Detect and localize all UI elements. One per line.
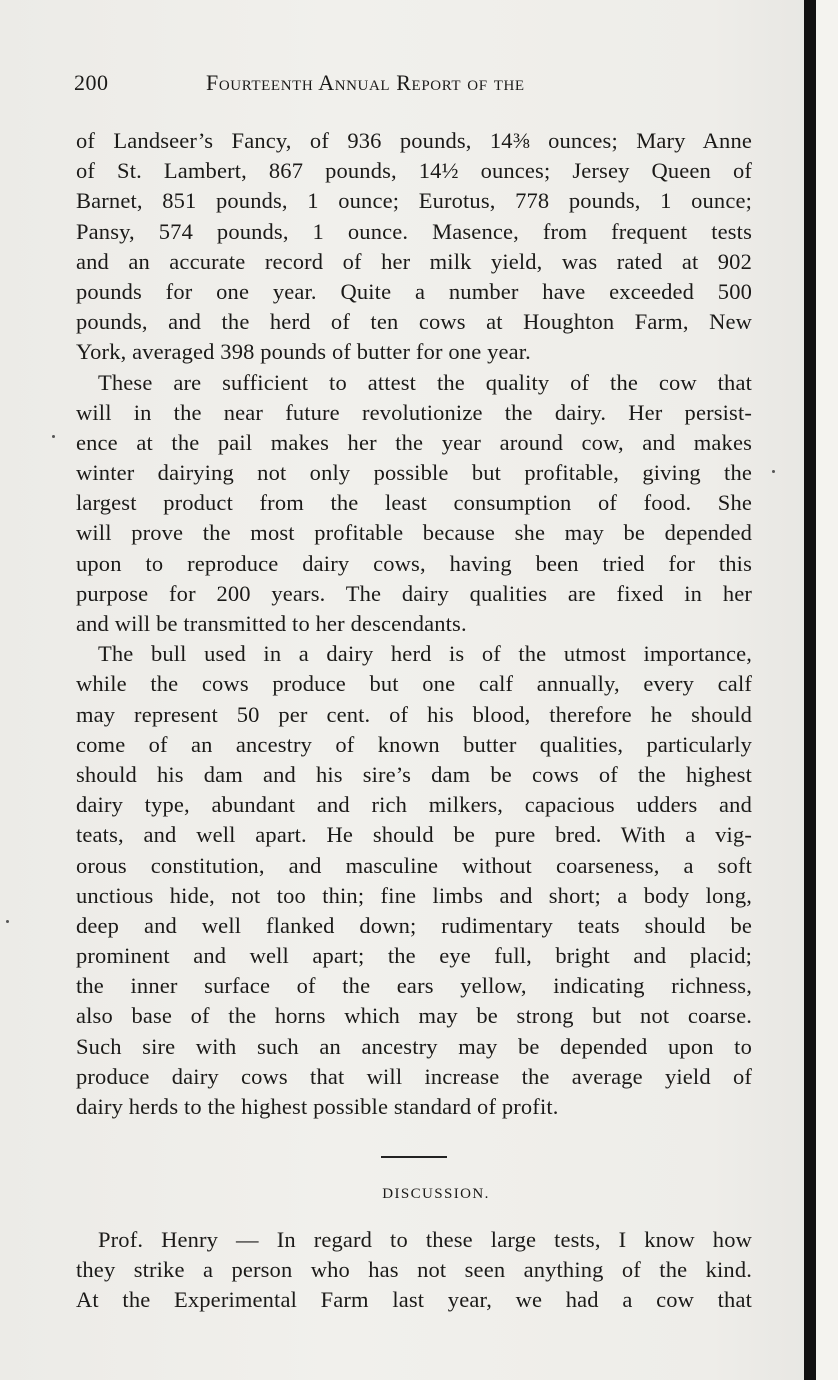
text-line: should his dam and his sire’s dam be cows of the highest bbox=[76, 761, 752, 787]
text-line: will in the near future revolutionize the dairy. Her persist- bbox=[76, 399, 752, 425]
paper-speck bbox=[6, 920, 9, 923]
text-line: pounds, and the herd of ten cows at Houghton Farm, New bbox=[76, 309, 752, 335]
text-line: Pansy, 574 pounds, 1 ounce. Masence, from frequent tests bbox=[76, 218, 752, 244]
text-line: while the cows produce but one calf annually, every calf bbox=[76, 671, 752, 697]
text-line: and will be transmitted to her descendants. bbox=[76, 611, 467, 636]
paper-speck bbox=[52, 435, 55, 438]
text-line: dairy type, abundant and rich milkers, capacious udders and bbox=[76, 792, 752, 818]
paragraph-start: Prof. Henry — In regard to these large tests, I know how bbox=[98, 1227, 752, 1252]
text-line: unctious hide, not too thin; fine limbs and short; a body long, bbox=[76, 882, 752, 908]
text-line: also base of the horns which may be strong but not coarse. bbox=[76, 1003, 752, 1029]
text-line: deep and well flanked down; rudimentary teats should be bbox=[76, 912, 752, 938]
text-line: come of an ancestry of known butter qualities, particularly bbox=[76, 731, 752, 757]
discussion-text bbox=[76, 1225, 752, 1316]
text-line: purpose for 200 years. The dairy qualities are fixed in her bbox=[76, 580, 752, 606]
paragraph-start: These are sufficient to attest the quality of the cow that bbox=[98, 369, 752, 395]
section-heading: DISCUSSION. bbox=[382, 1186, 490, 1202]
running-head: Fourteenth Annual Report of the bbox=[206, 70, 525, 95]
text-line: of Landseer’s Fancy, of 936 pounds, 14⅜ ounces; Mary Anne bbox=[76, 128, 752, 153]
text-line: prominent and well apart; the eye full, bright and placid; bbox=[76, 943, 752, 969]
text-line: At the Experimental Farm last year, we had a cow that bbox=[76, 1287, 752, 1313]
text-line: upon to reproduce dairy cows, having been tried for this bbox=[76, 550, 752, 576]
binding-shadow bbox=[804, 0, 816, 1380]
paper-speck bbox=[772, 470, 775, 473]
text-line: ence at the pail makes her the year around cow, and makes bbox=[76, 429, 752, 455]
text-line: Barnet, 851 pounds, 1 ounce; Eurotus, 778 pounds, 1 ounce; bbox=[76, 188, 752, 214]
text-line: Such sire with such an ancestry may be depended upon to bbox=[76, 1033, 752, 1059]
text-line: winter dairying not only possible but profitable, giving the bbox=[76, 460, 752, 486]
text-line: may represent 50 per cent. of his blood, therefore he should bbox=[76, 701, 752, 727]
text-line: York, averaged 398 pounds of butter for one year. bbox=[76, 339, 531, 365]
text-line: will prove the most profitable because she may be depended bbox=[76, 520, 752, 546]
text-line: produce dairy cows that will increase the average yield of bbox=[76, 1063, 752, 1089]
text-line: they strike a person who has not seen anything of the kind. bbox=[76, 1257, 752, 1283]
text-line: dairy herds to the highest possible standard of profit. bbox=[76, 1094, 559, 1119]
text-line: teats, and well apart. He should be pure bred. With a vig- bbox=[76, 822, 752, 848]
text-line: and an accurate record of her milk yield, was rated at 902 bbox=[76, 248, 752, 274]
paragraph-start: The bull used in a dairy herd is of the utmost importance, bbox=[98, 641, 752, 667]
text-line: pounds for one year. Quite a number have exceeded 500 bbox=[76, 278, 752, 304]
text-line: of St. Lambert, 867 pounds, 14½ ounces; Jersey Queen of bbox=[76, 158, 752, 184]
text-line: largest product from the least consumption of food. She bbox=[76, 490, 752, 516]
text-line: the inner surface of the ears yellow, indicating richness, bbox=[76, 973, 752, 999]
page-margin bbox=[816, 0, 838, 1380]
body-text bbox=[76, 126, 752, 1122]
page-number: 200 bbox=[74, 70, 109, 95]
page-header bbox=[74, 70, 754, 104]
text-line: orous constitution, and masculine without coarseness, a soft bbox=[76, 852, 752, 878]
section-divider bbox=[381, 1156, 447, 1158]
